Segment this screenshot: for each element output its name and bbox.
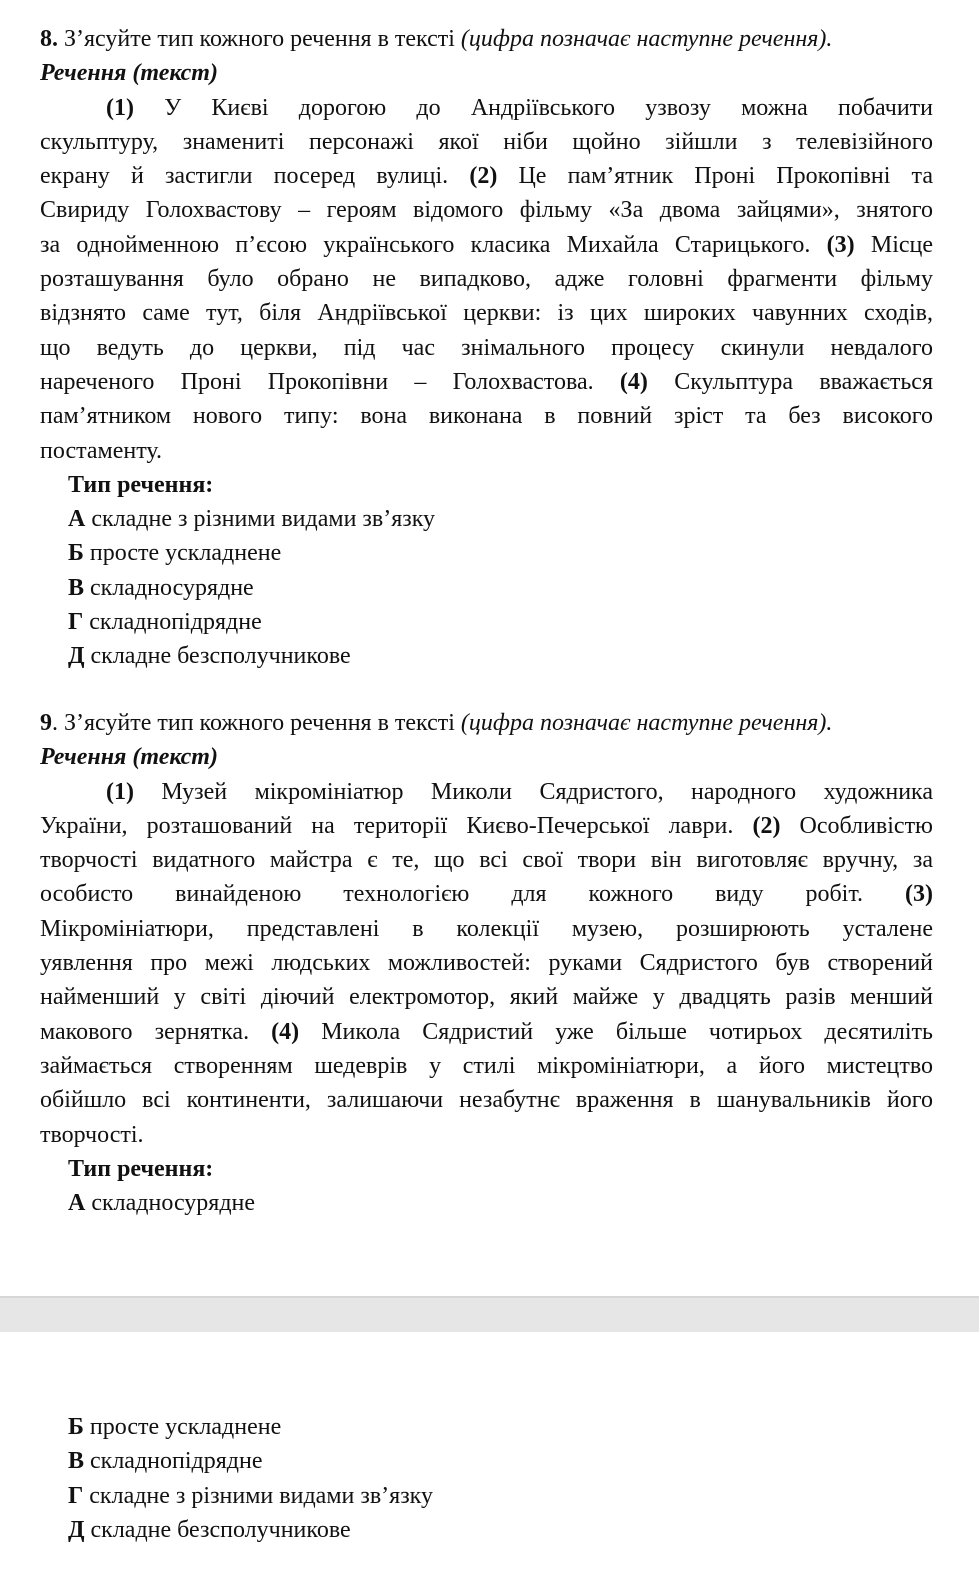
text-run: України, розташований на території Києво-Печерської лаври. (40, 812, 753, 839)
text-run: що ведуть до церкви, під час знімального процесу скинули невдалого (40, 334, 933, 361)
option-letter: А (68, 506, 86, 533)
task-9-instruction-text: . З’ясуйте тип кожного речення в тексті (52, 710, 461, 736)
text-run: за однойменною п’єсою українського класика Михайла Старицького. (40, 231, 827, 258)
option-text: складне безсполучникове (84, 1516, 351, 1543)
text-line (40, 912, 933, 946)
task-9-option-b (68, 1410, 433, 1444)
text-run: творчості видатного майстра є те, що всі свої твори він виготовляє вручну, за (40, 847, 933, 874)
task-8 (40, 22, 933, 674)
text-run: особисто винайденою технологією для кожного виду робіт. (40, 881, 906, 908)
task-8-number: 8. (40, 26, 58, 52)
task-8-type-heading: Тип речення: (68, 471, 214, 498)
text-line (40, 775, 933, 809)
text-run: Мікромініатюри, представлені в колекції музею, розширюють усталене (40, 915, 933, 942)
text-line (40, 399, 933, 433)
task-8-option-v (40, 571, 933, 605)
text-run: займається створенням шедеврів у стилі мікромініатюри, а його мистецтво (40, 1052, 933, 1079)
option-text: складне з різними видами зв’язку (83, 1482, 433, 1509)
option-letter: Б (68, 1414, 84, 1440)
text-line (40, 193, 933, 227)
task-8-text (40, 91, 933, 468)
option-text: складносурядне (84, 574, 254, 601)
task-9-instruction-note: (цифра позначає наступне речення). (460, 710, 833, 736)
text-run: розташування було обрано не випадково, адже головні фрагменти фільму (40, 266, 933, 293)
text-run: Скульптура вважається (647, 368, 933, 395)
text-run: екрану й застигли посеред вулиці. (40, 163, 470, 190)
option-letter: Д (68, 643, 85, 670)
text-line (40, 296, 933, 330)
text-line (40, 228, 933, 262)
task-8-instruction-text: З’ясуйте тип кожного речення в тексті (58, 26, 461, 52)
text-line (40, 331, 933, 365)
sentence-number: (1) (106, 94, 134, 121)
text-run: уявлення про межі людських можливостей: руками Сядристого був створений (40, 950, 933, 977)
task-8-instruction-note: (цифра позначає наступне речення). (460, 26, 833, 52)
text-line (40, 125, 933, 159)
text-run: відзнято саме тут, біля Андріївської церкви: із цих широких чавунних сходів, (40, 300, 933, 327)
task-9-option-g (68, 1479, 433, 1513)
sentence-number: (3) (905, 881, 933, 908)
text-line (40, 159, 933, 193)
text-line (40, 434, 933, 468)
option-text: просте ускладнене (83, 540, 282, 567)
text-line (40, 91, 933, 125)
task-9-text (40, 775, 933, 1152)
text-run: творчості. (40, 1121, 144, 1148)
task-8-option-b (40, 536, 933, 570)
task-9-option-d (68, 1513, 433, 1547)
option-text: складне з різними видами зв’язку (85, 506, 436, 533)
sentence-number: (2) (752, 812, 781, 839)
task-9-number: 9 (40, 710, 52, 736)
text-run: Свириду Голохвастову – героям відомого фільму «За двома зайцями», знятого (40, 197, 933, 224)
text-line (40, 946, 933, 980)
sentence-number: (4) (271, 1018, 300, 1045)
text-line (40, 1015, 933, 1049)
task-8-option-a (40, 502, 933, 536)
text-run: обійшло всі континенти, залишаючи незабутнє враження в шанувальників його (40, 1087, 933, 1114)
option-text: складнопідрядне (84, 1448, 263, 1475)
text-line (40, 877, 933, 911)
task-9-instruction (40, 706, 933, 740)
text-run: Особливістю (780, 812, 933, 839)
text-run: макового зернятка. (40, 1018, 272, 1045)
option-letter: А (68, 1190, 86, 1217)
sentence-number: (4) (619, 368, 648, 395)
option-text: складнопідрядне (83, 609, 262, 636)
option-text: складносурядне (85, 1190, 256, 1217)
text-run: постаменту. (40, 437, 162, 464)
document-page-bottom (0, 1332, 979, 1575)
sentence-number: (1) (106, 778, 134, 805)
task-9 (40, 706, 933, 1220)
option-letter: В (68, 574, 85, 601)
task-8-text-heading: Речення (текст) (40, 60, 218, 87)
task-8-option-d (40, 639, 933, 673)
text-line (40, 980, 933, 1014)
text-run: Музей мікромініатюр Миколи Сядристого, народного художника (133, 778, 933, 805)
option-letter: Г (68, 609, 84, 636)
option-letter: Б (68, 540, 84, 567)
option-text: складне безсполучникове (84, 643, 351, 670)
option-letter: В (68, 1448, 85, 1475)
text-line (40, 843, 933, 877)
sentence-number: (2) (469, 163, 498, 190)
option-letter: Г (68, 1482, 84, 1509)
option-letter: Д (68, 1516, 85, 1543)
text-line (40, 1083, 933, 1117)
page-separator (0, 1296, 979, 1332)
sentence-number: (3) (826, 231, 855, 258)
text-line (40, 1118, 933, 1152)
text-run: найменший у світі діючий електромотор, який майже у двадцять разів менший (40, 984, 933, 1011)
task-9-text-heading: Речення (текст) (40, 744, 218, 771)
task-9-option-v (68, 1444, 433, 1478)
task-9-option-a (40, 1186, 933, 1220)
text-line (40, 809, 933, 843)
task-9-options-continued (68, 1410, 433, 1547)
text-run: Це пам’ятник Проні Прокопівні та (497, 163, 933, 190)
text-run: У Києві дорогою до Андріївського узвозу можна побачити (133, 94, 933, 121)
task-9-type-heading: Тип речення: (68, 1155, 214, 1182)
text-run: Микола Сядристий уже більше чотирьох десятиліть (299, 1018, 933, 1045)
text-run: скульптуру, знамениті персонажі якої ніби щойно зійшли з телевізійного (40, 128, 933, 155)
text-run: нареченого Проні Прокопівни – Голохвастова. (40, 368, 620, 395)
text-line (40, 365, 933, 399)
text-line (40, 262, 933, 296)
task-8-instruction (40, 22, 933, 56)
option-text: просте ускладнене (83, 1414, 282, 1440)
task-8-option-g (40, 605, 933, 639)
text-run: пам’ятником нового типу: вона виконана в повний зріст та без високого (40, 403, 933, 430)
text-run: Місце (854, 231, 934, 258)
text-line (40, 1049, 933, 1083)
